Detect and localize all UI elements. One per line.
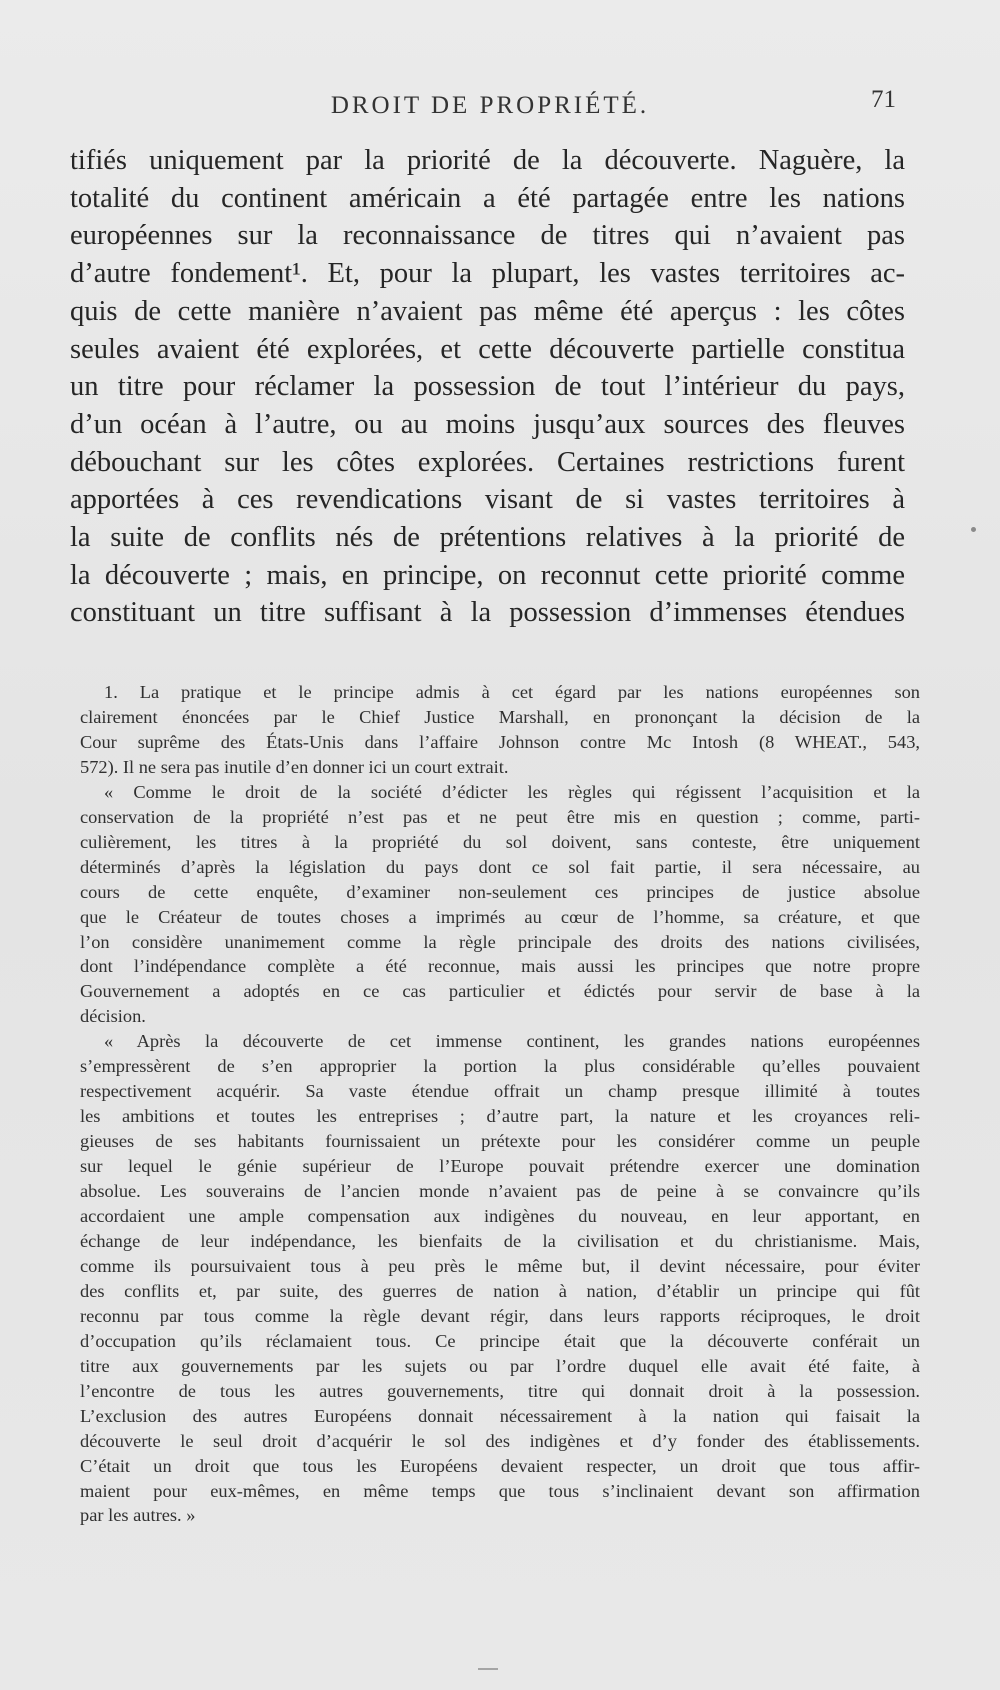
running-head — [70, 86, 910, 132]
footnote-line: déterminés d’après la législation du pays dont ce sol fait partie, il sera nécessaire, au — [80, 856, 920, 877]
footnote-line: gieuses de ses habitants fournissaient un prétexte pour les considérer comme un peuple — [80, 1131, 920, 1152]
body-line: la découverte ; mais, en principe, on reconnut cette priorité comme — [70, 559, 905, 591]
footnote-line: maient pour eux-mêmes, en même temps que tous s’inclinaient devant son affirmation — [80, 1480, 920, 1501]
footnote-line: C’était un droit que tous les Européens devaient respecter, un droit que tous affir- — [80, 1455, 920, 1476]
footnote-line: respectivement acquérir. Sa vaste étendue offrait un champ presque illimité à toutes — [80, 1081, 920, 1102]
footnote-line: l’encontre de tous les autres gouvernements, titre qui donnait droit à la possession. — [80, 1380, 920, 1401]
footnote-line: « Comme le droit de la société d’édicter les règles qui régissent l’acquisition et la — [104, 781, 920, 802]
footnote-line: Cour suprême des États-Unis dans l’affaire Johnson contre Mc Intosh (8 WHEAT., 543, — [80, 731, 920, 752]
footnote-block — [80, 680, 920, 1528]
body-line: d’autre fondement¹. Et, pour la plupart, les vastes territoires ac- — [70, 258, 905, 290]
footnote-line: comme ils poursuivaient tous à peu près le même but, il devint nécessaire, pour éviter — [80, 1255, 920, 1276]
running-title: DROIT DE PROPRIÉTÉ. — [330, 92, 650, 119]
footnote-line: dont l’indépendance complète a été reconnue, mais aussi les principes que notre propre — [80, 956, 920, 977]
footnote-line: cours de cette enquête, d’examiner non-seulement ces principes de justice absolue — [80, 881, 920, 902]
footnote-line: titre aux gouvernements par les sujets ou par l’ordre duquel elle avait été faite, à — [80, 1355, 920, 1376]
body-line: constituant un titre suffisant à la possession d’immenses étendues — [70, 597, 905, 629]
body-line: tifiés uniquement par la priorité de la découverte. Naguère, la — [70, 145, 905, 176]
body-line: d’un océan à l’autre, ou au moins jusqu’aux sources des fleuves — [70, 408, 905, 440]
footnote-line: d’occupation qu’ils réclamaient tous. Ce principe était que la découverte conférait un — [80, 1330, 920, 1351]
footnote-line: des conflits et, par suite, des guerres de nation à nation, d’établir un principe qui fût — [80, 1280, 920, 1301]
footnote-line: accordaient une ample compensation aux indigènes du nouveau, en leur apportant, en — [80, 1206, 920, 1227]
body-line: la suite de conflits nés de prétentions relatives à la priorité de — [70, 522, 905, 554]
footnote-line: L’exclusion des autres Européens donnait nécessairement à la nation qui faisait la — [80, 1405, 920, 1426]
footnote-line: culièrement, les titres à la propriété du sol doivent, sans conteste, être uniquement — [80, 831, 920, 852]
footnote-line: échange de leur indépendance, les bienfaits de la civilisation et du christianisme. Mais, — [80, 1230, 920, 1251]
footnote-line: s’empressèrent de s’en approprier la portion la plus considérable qu’elles pouvaient — [80, 1056, 920, 1077]
body-text — [70, 142, 905, 632]
body-line: un titre pour réclamer la possession de tout l’intérieur du pays, — [70, 371, 905, 403]
footnote-line: absolue. Les souverains de l’ancien monde n’avaient pas de peine à se convaincre qu’ils — [80, 1181, 920, 1202]
footnote-line: reconnu par tous comme la règle devant régir, dans leurs rapports réciproques, le droit — [80, 1305, 920, 1326]
footnote-line: « Après la découverte de cet immense continent, les grandes nations européennes — [104, 1031, 920, 1052]
footnote-line: 572). Il ne sera pas inutile d’en donner ici un court extrait. — [80, 756, 509, 777]
ink-speck — [971, 527, 976, 532]
footnote-line: les ambitions et toutes les entreprises ; d’autre part, la nature et les croyances reli- — [80, 1106, 920, 1127]
footnote-line: décision. — [80, 1006, 146, 1027]
footnote-line: clairement énoncées par le Chief Justice Marshall, en prononçant la décision de la — [80, 706, 920, 727]
footnote-line: conservation de la propriété n’est pas et ne peut être mis en question ; comme, parti- — [80, 806, 920, 827]
footnote-line: sur lequel le génie supérieur de l’Europe pouvait prétendre exercer une domination — [80, 1156, 920, 1177]
footnote-line: Gouvernement a adoptés en ce cas particulier et édictés pour servir de base à la — [80, 981, 920, 1002]
footnote-line: 1. La pratique et le principe admis à cet égard par les nations européennes son — [104, 682, 920, 702]
footnote-line: l’on considère unanimement comme la règle principale des droits des nations civilisées, — [80, 931, 920, 952]
body-line: totalité du continent américain a été partagée entre les nations — [70, 182, 905, 214]
body-line: seules avaient été explorées, et cette découverte partielle constitua — [70, 333, 905, 365]
body-line: débouchant sur les côtes explorées. Certaines restrictions furent — [70, 446, 905, 478]
footnote-line: par les autres. » — [80, 1505, 196, 1526]
footnote-line: découverte le seul droit d’acquérir le sol des indigènes et d’y fonder des établissements. — [80, 1430, 920, 1451]
page-number: 71 — [871, 86, 896, 113]
body-line: quis de cette manière n’avaient pas même été aperçus : les côtes — [70, 295, 905, 327]
footnote-line: que le Créateur de toutes choses a imprimés au cœur de l’homme, sa créature, et que — [80, 906, 920, 927]
page-bottom-mark — [478, 1668, 498, 1670]
body-line: apportées à ces revendications visant de si vastes territoires à — [70, 484, 905, 516]
body-line: européennes sur la reconnaissance de titres qui n’avaient pas — [70, 220, 905, 252]
